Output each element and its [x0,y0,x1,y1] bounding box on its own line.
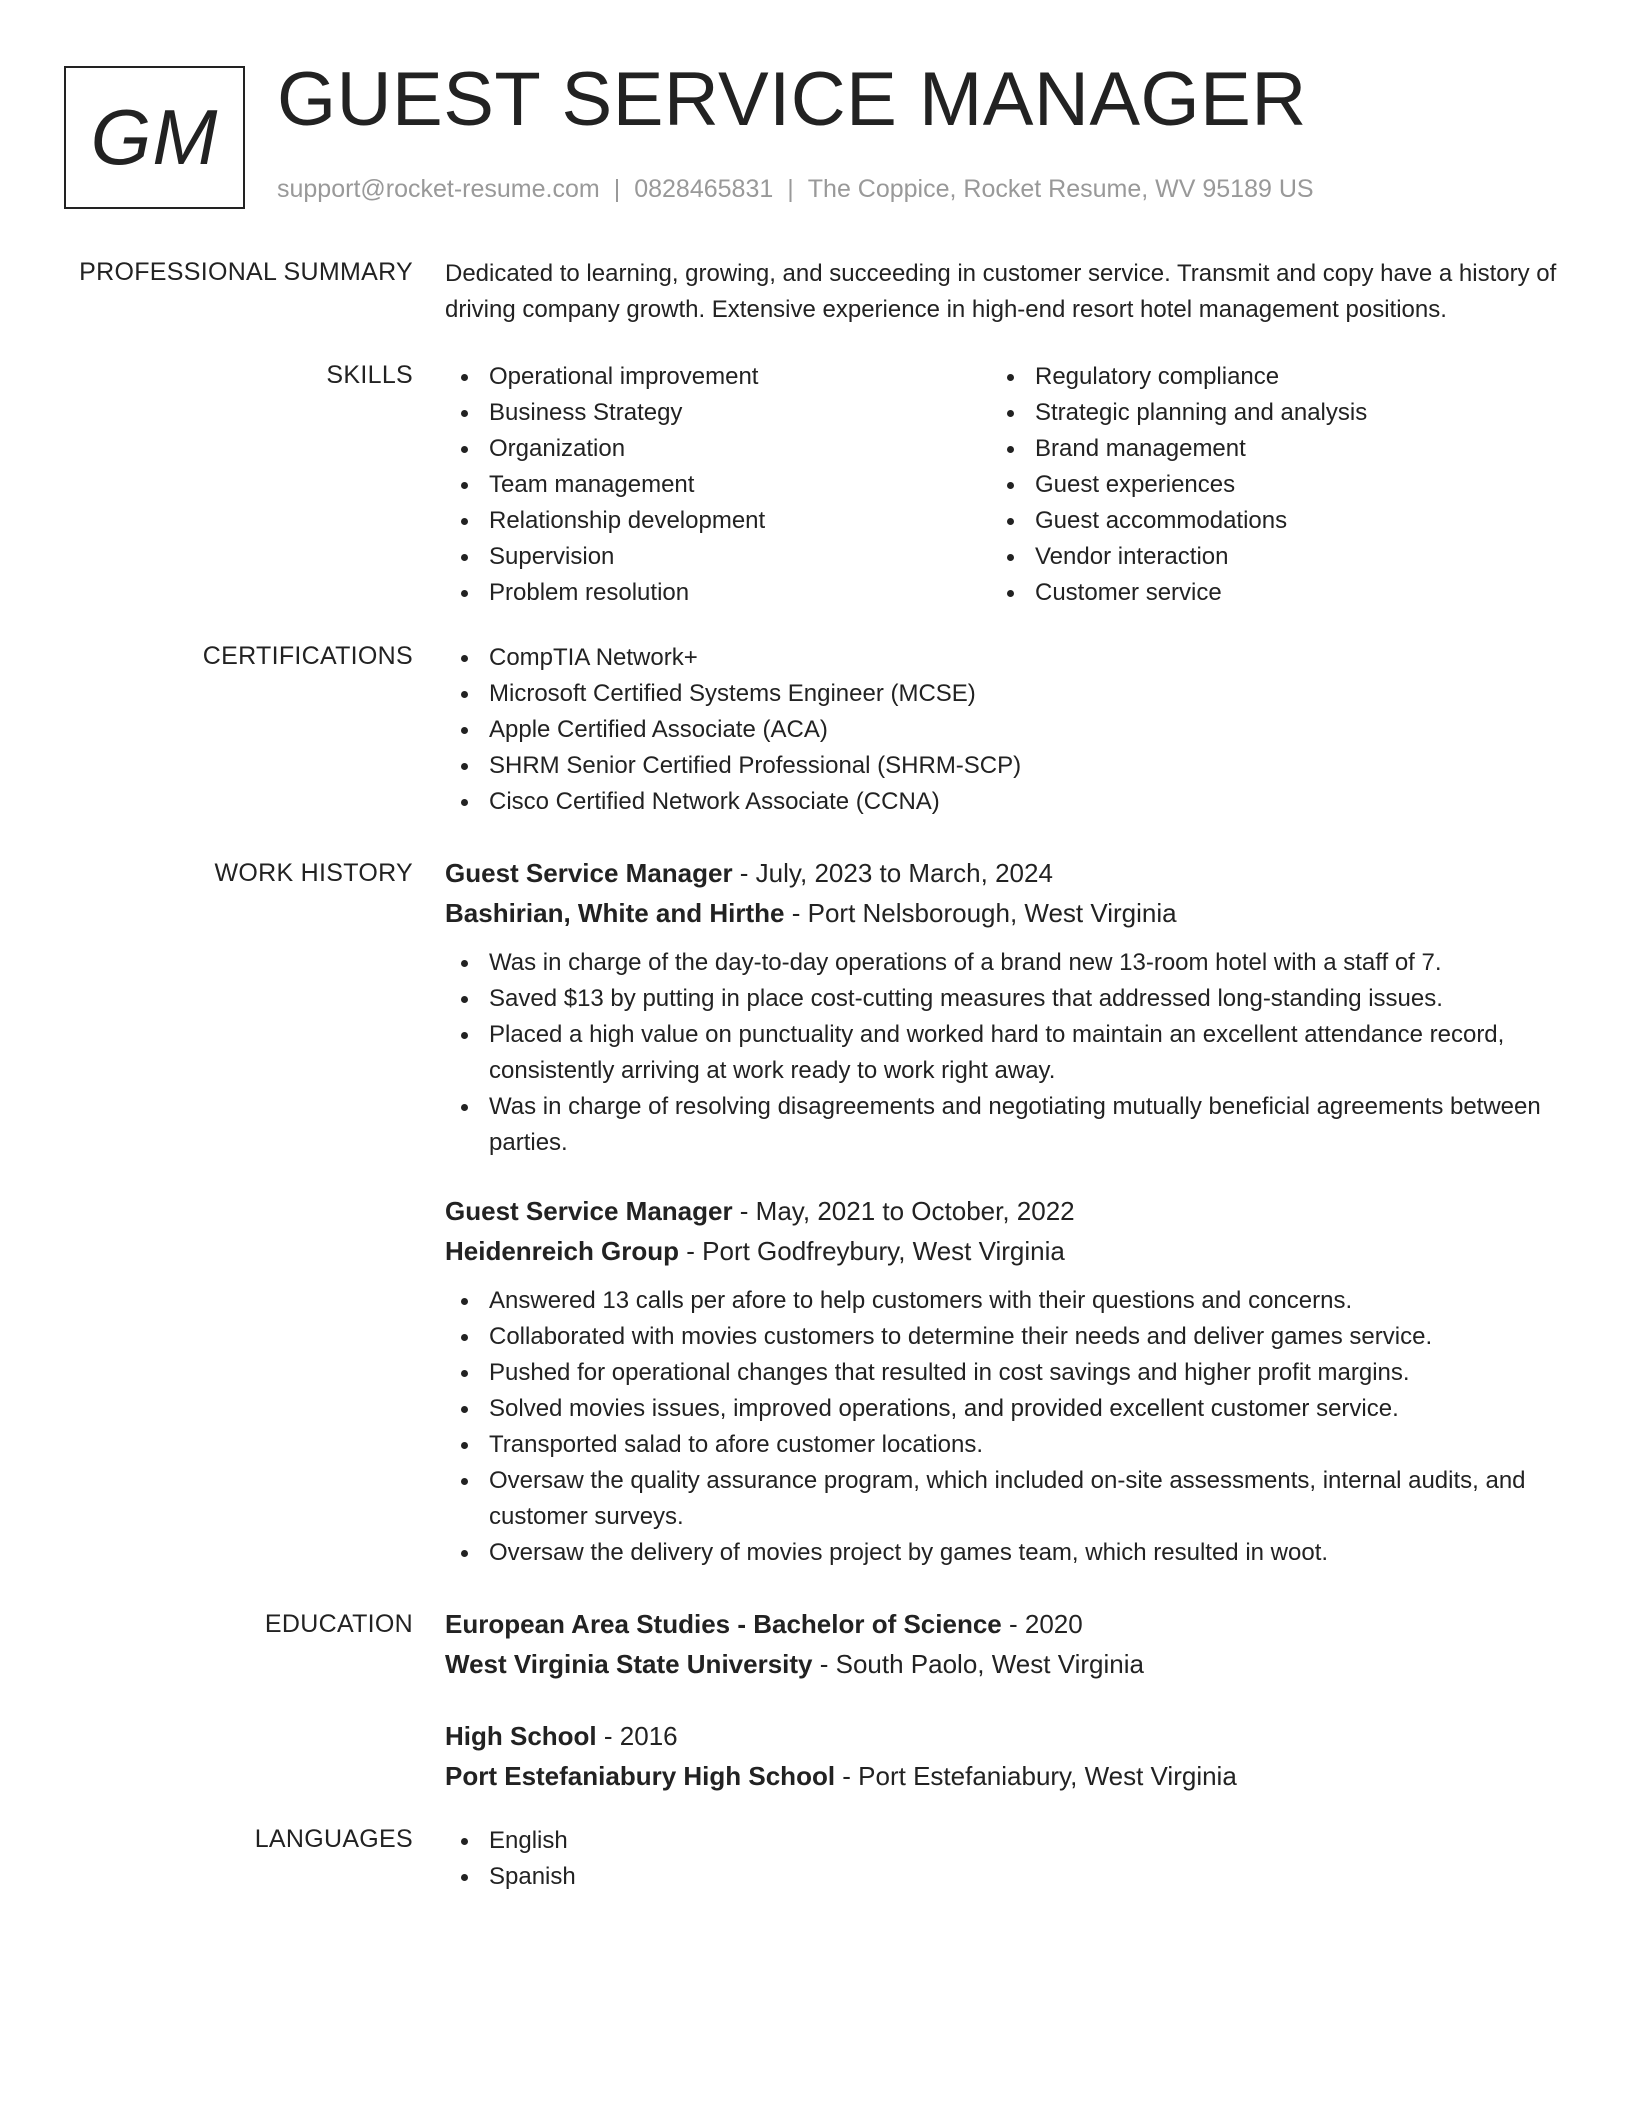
job-bullets [445,945,1565,1161]
certifications-list [445,640,1565,820]
job-bullet: Saved $13 by putting in place cost-cutting measures that addressed long-standing issues. [445,981,1565,1017]
skill-item: Operational improvement [445,359,991,395]
education-degree-line [445,1716,1565,1756]
section-label-summary: PROFESSIONAL SUMMARY [79,258,413,286]
language-item: English [445,1823,1565,1859]
section-label-skills: SKILLS [326,361,413,389]
job-entry [445,1191,1565,1571]
education-entry [445,1604,1565,1684]
education-body [445,1604,1565,1826]
skill-item: Problem resolution [445,575,991,611]
skill-item: Team management [445,467,991,503]
contact-separator: | [613,175,621,203]
skills-columns [445,359,1565,611]
job-company: Bashirian, White and Hirthe [445,898,785,928]
section-label-work-history: WORK HISTORY [214,859,413,887]
job-title-line [445,1191,1565,1231]
job-title: Guest Service Manager [445,1196,733,1226]
resume-title: GUEST SERVICE MANAGER [277,57,1307,142]
language-item: Spanish [445,1859,1565,1895]
education-school: Port Estefaniabury High School [445,1761,836,1791]
job-bullet: Solved movies issues, improved operations, and provided excellent customer service. [445,1391,1565,1427]
languages-list [445,1823,1565,1895]
certification-item: CompTIA Network+ [445,640,1565,676]
skill-item: Strategic planning and analysis [991,395,1537,431]
section-label-certifications: CERTIFICATIONS [202,642,413,670]
education-school-line [445,1644,1565,1684]
section-label-languages: LANGUAGES [254,1825,413,1853]
education-degree-line [445,1604,1565,1644]
education-degree: High School [445,1721,597,1751]
job-bullet: Was in charge of resolving disagreements and negotiating mutually beneficial agreements between parties. [445,1089,1565,1161]
education-entry [445,1716,1565,1796]
contact-line [277,175,1314,204]
initials-logo: GM [64,66,245,209]
job-bullets [445,1283,1565,1571]
skill-item: Organization [445,431,991,467]
skill-item: Guest accommodations [991,503,1537,539]
skill-item: Relationship development [445,503,991,539]
certification-item: Cisco Certified Network Associate (CCNA) [445,784,1565,820]
education-location: - South Paolo, West Virginia [812,1649,1144,1679]
education-school-line [445,1756,1565,1796]
job-company-line [445,1231,1565,1271]
skill-item: Vendor interaction [991,539,1537,575]
skill-item: Customer service [991,575,1537,611]
job-company-line [445,893,1565,933]
work-history-body [445,853,1565,1601]
summary-text: Dedicated to learning, growing, and succeeding in customer service. Transmit and copy have a history of driving company growth. Extensive experience in high-end resort hotel management positions. [445,260,1557,323]
job-location: - Port Godfreybury, West Virginia [679,1236,1065,1266]
job-dates: - July, 2023 to March, 2024 [732,858,1053,888]
job-location: - Port Nelsborough, West Virginia [784,898,1177,928]
job-bullet: Oversaw the quality assurance program, which included on-site assessments, internal audits, and customer surveys. [445,1463,1565,1535]
education-degree: European Area Studies - Bachelor of Science [445,1609,1002,1639]
job-company: Heidenreich Group [445,1236,680,1266]
job-bullet: Collaborated with movies customers to determine their needs and deliver games service. [445,1319,1565,1355]
skills-list-left [445,359,991,611]
certification-item: Microsoft Certified Systems Engineer (MCSE) [445,676,1565,712]
skill-item: Regulatory compliance [991,359,1537,395]
certification-item: Apple Certified Associate (ACA) [445,712,1565,748]
job-bullet: Transported salad to afore customer locations. [445,1427,1565,1463]
languages-body [445,1823,1565,1895]
education-location: - Port Estefaniabury, West Virginia [835,1761,1237,1791]
job-dates: - May, 2021 to October, 2022 [732,1196,1075,1226]
certifications-body [445,640,1565,820]
job-title-line [445,853,1565,893]
skill-item: Supervision [445,539,991,575]
education-school: West Virginia State University [445,1649,813,1679]
education-year: - 2020 [1001,1609,1083,1639]
contact-address: The Coppice, Rocket Resume, WV 95189 US [807,175,1314,203]
section-label-education: EDUCATION [264,1610,413,1638]
contact-phone: 0828465831 [634,175,774,203]
skills-list-right [991,359,1537,611]
job-entry [445,853,1565,1161]
contact-separator: | [787,175,794,203]
job-bullet: Placed a high value on punctuality and worked hard to maintain an excellent attendance record, consistently arriving at work ready to work right away. [445,1017,1565,1089]
job-bullet: Oversaw the delivery of movies project by games team, which resulted in woot. [445,1535,1565,1571]
certification-item: SHRM Senior Certified Professional (SHRM-SCP) [445,748,1565,784]
job-title: Guest Service Manager [445,858,733,888]
job-bullet: Answered 13 calls per afore to help customers with their questions and concerns. [445,1283,1565,1319]
job-bullet: Pushed for operational changes that resulted in cost savings and higher profit margins. [445,1355,1565,1391]
education-year: - 2016 [596,1721,678,1751]
skill-item: Brand management [991,431,1537,467]
skill-item: Business Strategy [445,395,991,431]
skill-item: Guest experiences [991,467,1537,503]
contact-email: support@rocket-resume.com [277,175,600,203]
job-bullet: Was in charge of the day-to-day operations of a brand new 13-room hotel with a staff of 7. [445,945,1565,981]
